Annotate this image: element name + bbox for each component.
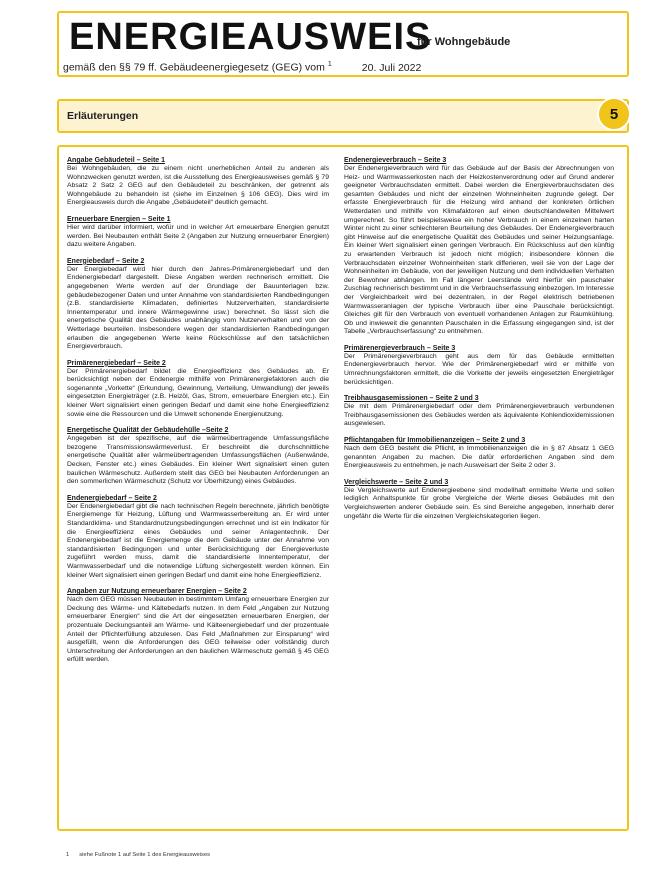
entry-angabe-gebaeudeteil	[67, 156, 329, 208]
right-column	[344, 156, 614, 528]
entry-nutzung-erneuerbarer-energien	[67, 587, 329, 665]
entry-primaerenergieverbrauch	[344, 344, 614, 387]
entry-gebaeudehuelle	[67, 426, 329, 487]
entry-pflichtangaben	[344, 436, 614, 471]
entry-erneuerbare-energien	[67, 215, 329, 250]
entry-text: Die Vergleichswerte auf Endenergieebene sind modellhaft ermittelte Werte und sollen lediglich Anhaltspunkte für grobe Vergleiche der Werte dieses Gebäudes mit den Vergleichswerten anderer Gebäude sein. Es sind Bereiche angegeben, innerhalb derer ungefähr die Werte für die einzelnen Vergleichskategorien liegen.	[344, 486, 614, 520]
document-subtitle: für Wohngebäude	[417, 36, 511, 48]
entry-text: Der Primärenergieverbrauch geht aus dem für das Gebäude ermittelten Endenergieverbrauch hervor. Wie der Primärenergiebedarf wird er mithilfe von Umrechnungsfaktoren ermittelt, die die Vorkette der jeweils eingesetzten Energieträger berücksichtigen.	[344, 352, 614, 386]
entry-heading: Energiebedarf – Seite 2	[67, 257, 145, 265]
entry-text: Bei Wohngebäuden, die zu einem nicht unerheblichen Anteil zu anderen als Wohnzwecken genutzt werden, ist die Ausstellung des Energieausweises gemäß § 79 Absatz 2 Satz 2 GEG auf den Gebäudeteil zu beschränken, der getrennt als Wohngebäude zu behandeln ist (siehe im Einzelnen § 106 GEG). Dies wird im Energieausweis durch die Angabe „Gebäudeteil“ deutlich gemacht.	[67, 165, 329, 207]
document-title: ENERGIEAUSWEIS	[69, 16, 432, 58]
entry-heading: Vergleichswerte – Seite 2 und 3	[344, 478, 449, 486]
entry-energiebedarf	[67, 257, 329, 352]
entry-heading: Primärenergieverbrauch – Seite 3	[344, 344, 456, 352]
footnote-reference: 1	[327, 61, 332, 68]
left-column	[67, 156, 329, 672]
entry-heading: Treibhausgasemissionen – Seite 2 und 3	[344, 395, 479, 403]
entry-heading: Pflichtangaben für Immobilienanzeigen – Seite 2 und 3	[344, 437, 526, 445]
entry-text: Der Endenergiebedarf gibt die nach technischen Regeln berechnete, jährlich benötigte Energiemenge für Heizung, Lüftung und Warmwasserbereitung an. Er wird unter Standardklima- und Standardnutzungsbedingungen errechnet und ist ein Indikator für die Energieeffizienz eines Gebäudes und seiner Anlagentechnik. Der Endenergiebedarf ist die Energiemenge die dem Gebäude unter der Annahme von standardisierten Bedingungen und unter Berücksichtigung der Energieverluste zugeführt werden muss, damit die standardisierte Innentemperatur, der Warmwasserbedarf und die notwendige Lüftung sichergestellt werden können. Ein kleiner Wert signalisiert einen geringen Bedarf und damit eine hohe Energieeffizienz.	[67, 502, 329, 579]
entry-heading: Endenergiebedarf – Seite 2	[67, 494, 157, 502]
law-date: 20. Juli 2022	[361, 61, 422, 74]
section-bar	[57, 99, 629, 133]
section-title: Erläuterungen	[67, 110, 139, 122]
legal-basis-line	[63, 61, 421, 74]
entry-text: Nach dem GEG besteht die Pflicht, in Immobilienanzeigen die in § 87 Absatz 1 GEG genannten Angaben zu machen. Die dafür erforderlichen Angaben sind dem Energieausweis zu entnehmen, je nach Ausweisart der Seite 2 oder 3.	[344, 445, 614, 470]
entry-heading: Erneuerbare Energien – Seite 1	[67, 215, 171, 223]
footnote-number: 1	[66, 852, 70, 858]
entry-heading: Primärenergiebedarf – Seite 2	[67, 359, 166, 367]
entry-endenergiebedarf	[67, 494, 329, 580]
legal-basis-text: gemäß den §§ 79 ff. Gebäudeenergiegesetz (GEG) vom	[63, 61, 325, 74]
entry-text: Die mit dem Primärenergiebedarf oder dem Primärenergieverbrauch verbundenen Treibhausgasemissionen des Gebäudes werden als äquivalente Kohlendioxidemissionen ausgewiesen.	[344, 403, 614, 428]
explanations-body	[57, 145, 629, 831]
footnote-text: siehe Fußnote 1 auf Seite 1 des Energieausweises	[79, 852, 211, 858]
entry-text: Der Primärenergiebedarf bildet die Energieeffizienz des Gebäudes ab. Er berücksichtigt neben der Endenergie mithilfe von Primärenergiefaktoren auch die sogenannte „Vorkette“ (Erkundung, Gewinnung, Verteilung, Umwandlung) der jeweils eingesetzten Energieträger (z.B. Heizöl, Gas, Strom, erneuerbare Energien etc.). Ein kleiner Wert signalisiert einen geringen Bedarf und damit eine hohe Energieeffizienz sowie eine die Ressourcen und die Umwelt schonende Energienutzung.	[67, 367, 329, 418]
entry-heading: Angabe Gebäudeteil – Seite 1	[67, 157, 166, 164]
entry-heading: Energetische Qualität der Gebäudehülle –Seite 2	[67, 427, 229, 435]
document-header	[57, 11, 629, 77]
entry-text: Hier wird darüber informiert, wofür und in welcher Art erneuerbare Energien genutzt werden. Bei Neubauten enthält Seite 2 (Angaben zur Nutzung erneuerbarer Energien) dazu weitere Angaben.	[67, 223, 329, 249]
entry-text: Der Endenergieverbrauch wird für das Gebäude auf der Basis der Abrechnungen von Heiz- und Warmwasserkosten nach der Heizkostenverordnung oder auf Grund anderer geeigneter Verbrauchsdaten ermittelt. Dabei werden die Energieverbrauchsdaten des gesamten Gebäudes und nicht der einzelnen Wohneinheiten zugrunde gelegt. Der erfasste Energieverbrauch für die Heizung wird anhand der konkreten örtlichen Wetterdaten und mithilfe von Klimafaktoren auf einen deutschlandweiten Mittelwert umgerechnet. So führt beispielsweise ein hoher Verbrauch in einem einzelnen harten Winter nicht zu einer schlechteren Beurteilung des Gebäudes. Der Endenergieverbrauch gibt Hinweise auf die energetische Qualität des Gebäudes und seiner Heizungsanlage. Ein kleiner Wert signalisiert einen geringen Verbrauch. Ein Rückschluss auf den künftig zu erwartenden Verbrauch ist jedoch nicht möglich; insbesondere können die Verbrauchsdaten einzelner Wohneinheiten stark differieren, weil sie von der Lage der Wohneinheiten im Gebäude, von der jeweiligen Nutzung und dem individuellen Verhalten der Bewohner abhängen. Im Fall längerer Leerstände wird hierfür ein pauschaler Zuschlag rechnerisch bestimmt und in die Verbrauchserfassung einbezogen. Im Interesse der Vergleichbarkeit wird bei dezentralen, in der Regel elektrisch betriebenen Warmwasseranlagen der typische Verbrauch über eine Pauschale berücksichtigt. Gleiches gilt für den Verbrauch von eventuell vorhandenen Anlagen zur Raumkühlung. Ob und inwieweit die genannten Pauschalen in die Erfassung eingegangen sind, ist der Tabelle „Verbrauchserfassung“ zu entnehmen.	[344, 165, 614, 336]
entry-text: Nach dem GEG müssen Neubauten in bestimmtem Umfang erneuerbare Energien zur Deckung des Wärme- und Kältebedarfs nutzen. In dem Feld „Angaben zur Nutzung erneuerbarer Energien“ sind die Art der eingesetzten erneuerbaren Energien, der prozentuale Deckungsanteil am Wärme- und Kälteenergiebedarf und der prozentuale Anteil der Pflichterfüllung abzulesen. Das Feld „Maßnahmen zur Einsparung“ wird ausgefüllt, wenn die Anforderungen des GEG teilweise oder vollständig durch Unterschreitung der Anforderungen an den baulichen Wärmeschutz gemäß § 45 GEG erfüllt werden.	[67, 596, 329, 664]
page-footnote	[66, 852, 210, 858]
entry-vergleichswerte	[344, 478, 614, 521]
page-number-badge: 5	[597, 97, 631, 131]
entry-heading: Endenergieverbrauch – Seite 3	[344, 157, 447, 164]
entry-text: Angegeben ist der spezifische, auf die wärmeübertragende Umfassungsfläche bezogene Transmissionswärmeverlust. Er beschreibt die durchschnittliche energetische Qualität aller wärmeübertragenden Umfassungsflächen (Außenwände, Decken, Fenster etc.) eines Gebäudes. Ein kleiner Wert signalisiert einen guten baulichen Wärmeschutz. Außerdem stellt das GEG bei Neubauten Anforderungen an den sommerlichen Wärmeschutz (Schutz vor Überhitzung) eines Gebäudes.	[67, 435, 329, 486]
entry-treibhausgasemissionen	[344, 394, 614, 429]
entry-text: Der Energiebedarf wird hier durch den Jahres-Primärenergiebedarf und den Endenergiebedarf dargestellt. Diese Angaben werden rechnerisch ermittelt. Die angegebenen Werte werden auf der Grundlage der Bauunterlagen bzw. gebäudebezogener Daten und unter Annahme von standardisierten Randbedingungen (z.B. standardisierte Klimadaten, definiertes Nutzerverhalten, standardisierte Innentemperatur und innere Wärmegewinne usw.) berechnet. So lässt sich die energetische Qualität des Gebäudes unabhängig vom Nutzerverhalten und von der Wetterlage beurteilen. Insbesondere wegen der standardisierten Randbedingungen erlauben die angegebenen Werte keine Rückschlüsse auf den tatsächlichen Energieverbrauch.	[67, 265, 329, 351]
entry-endenergieverbrauch	[344, 156, 614, 337]
entry-heading: Angaben zur Nutzung erneuerbarer Energien – Seite 2	[67, 588, 247, 596]
entry-primaerenergiebedarf	[67, 359, 329, 420]
